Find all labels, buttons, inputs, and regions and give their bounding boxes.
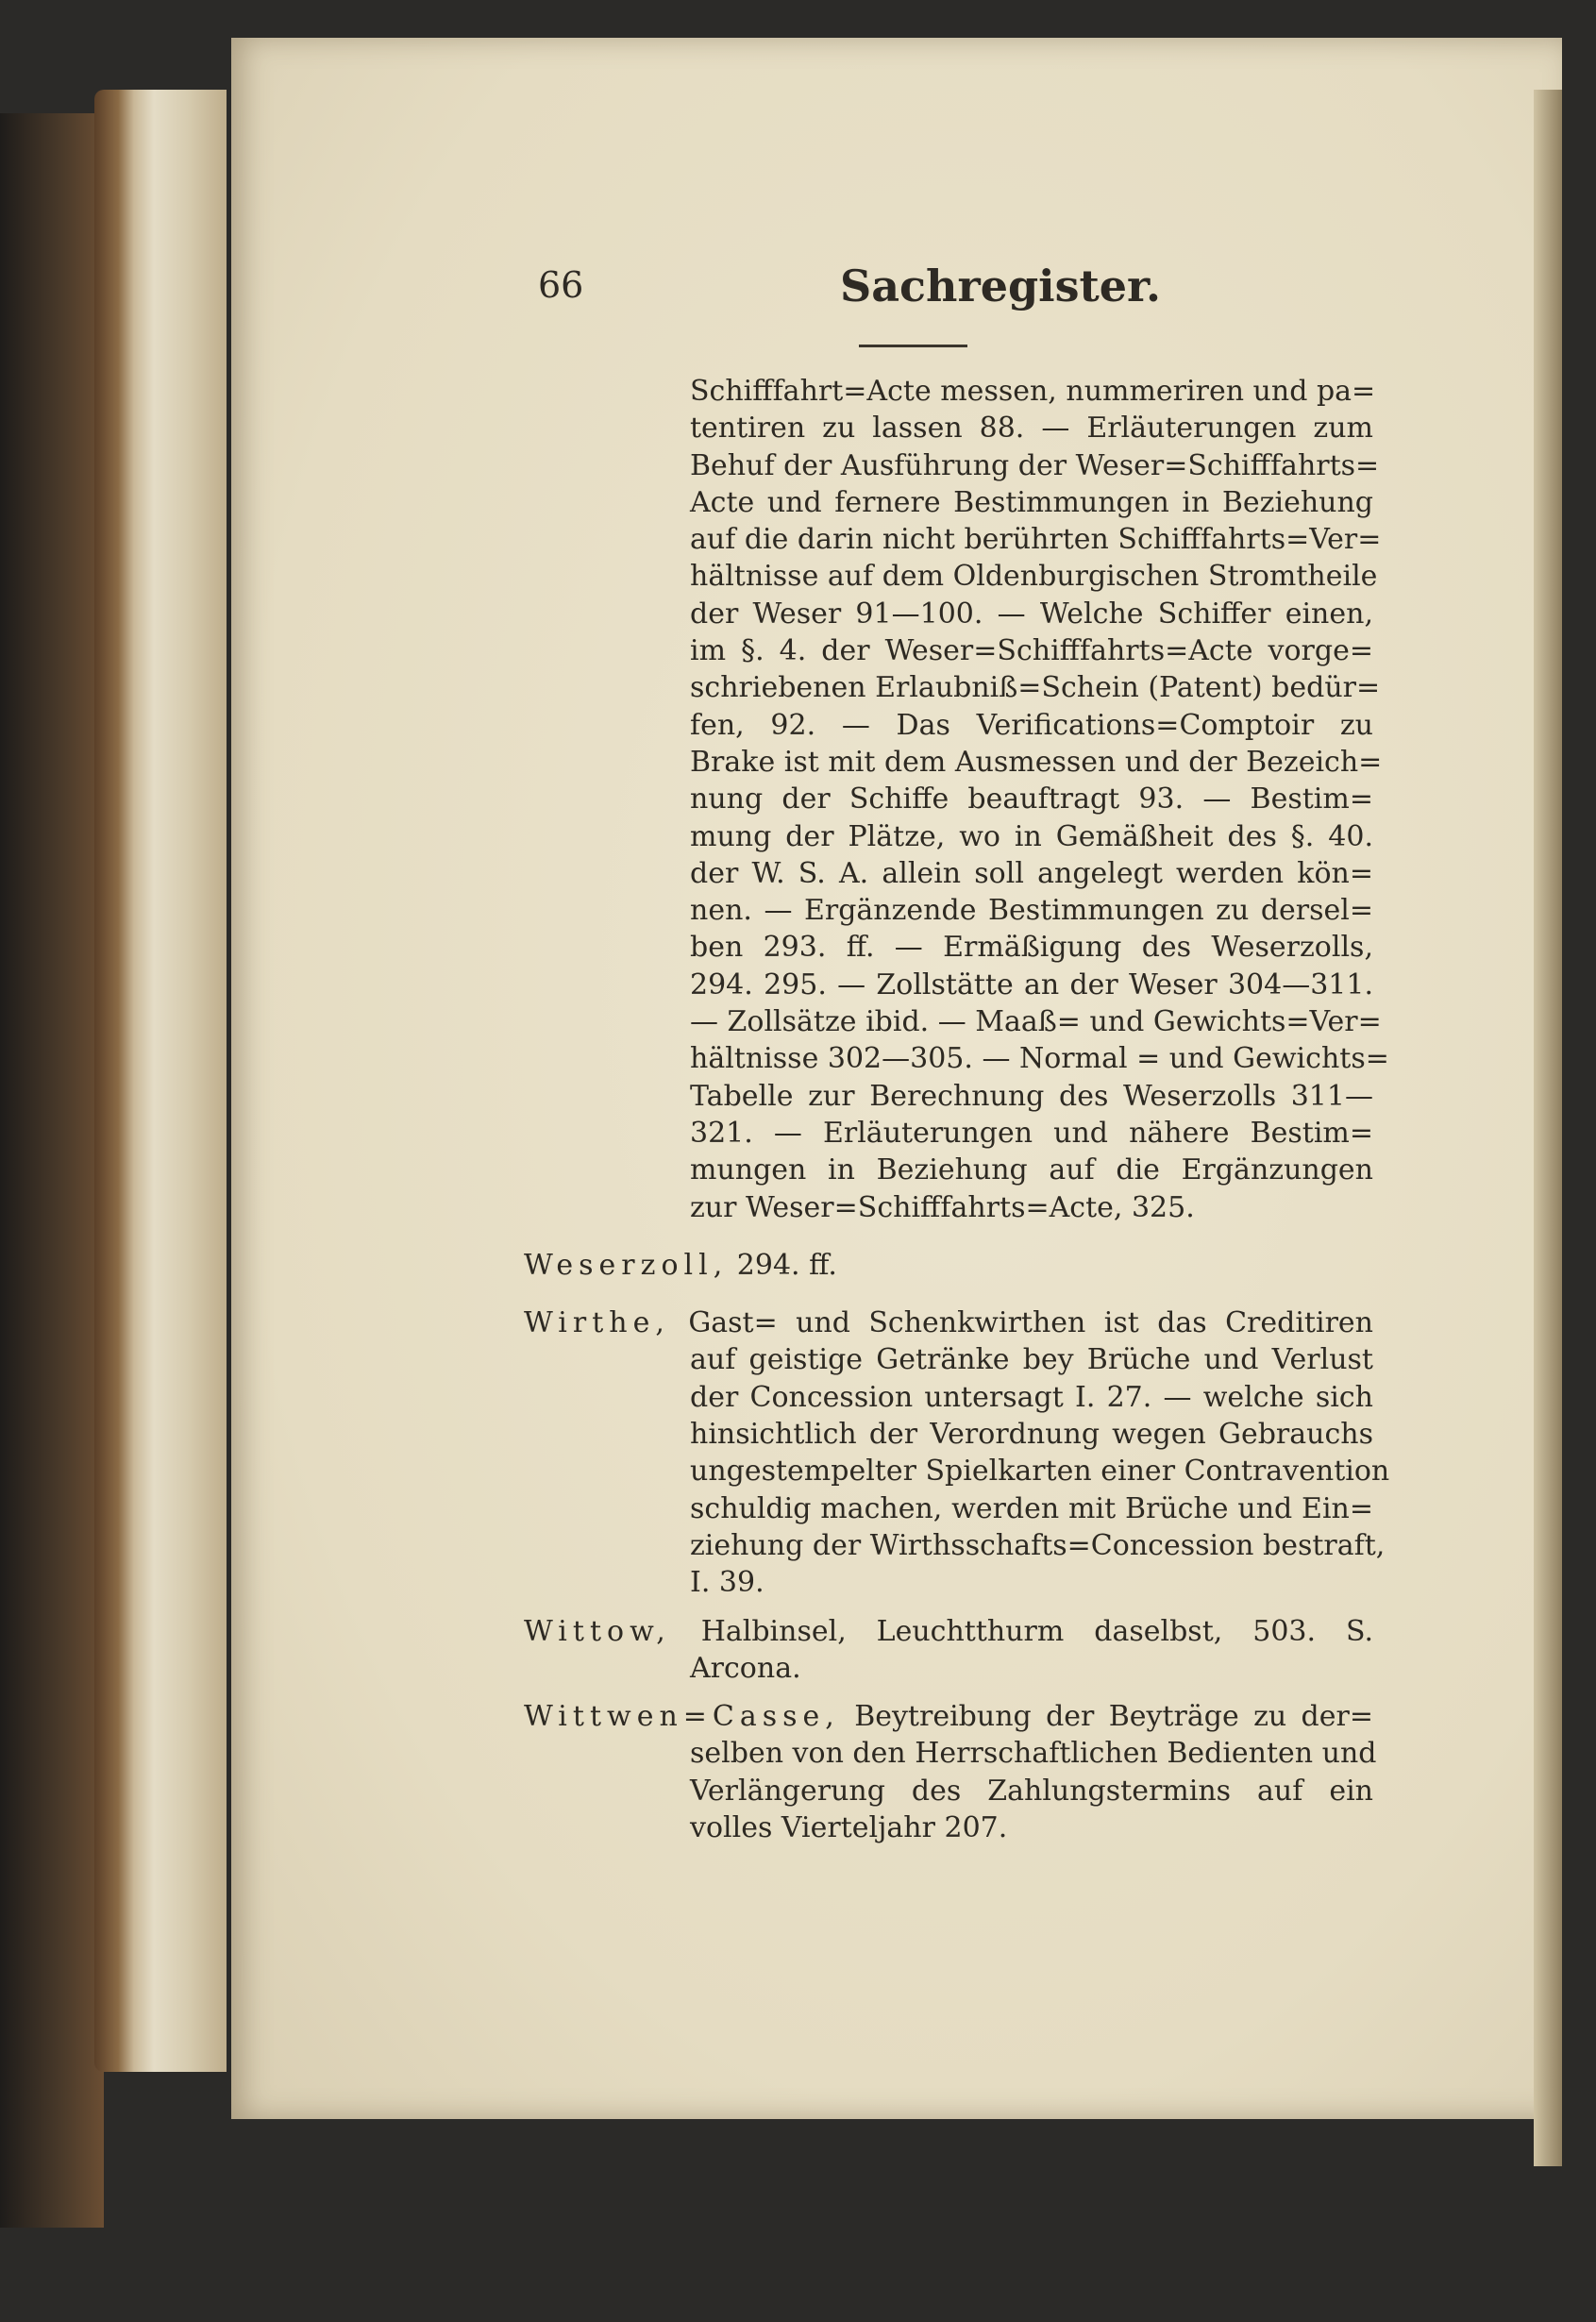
entry-line: der Concession untersagt I. 27. — welche sich (690, 1380, 1373, 1414)
entry-headword: Weserzoll, (524, 1248, 729, 1282)
heading-rule (859, 345, 967, 347)
entry-line: 294. 295. — Zollstätte an der Weser 304—311. (690, 968, 1373, 1001)
entry-line: schuldig machen, werden mit Brüche und Ein= (690, 1491, 1373, 1525)
entry-line: auf die darin nicht berührten Schifffahrts=Ver= (690, 523, 1382, 557)
entry-line: mung der Plätze, wo in Gemäßheit des §. 40. (690, 819, 1373, 853)
entry-continuation (524, 373, 1389, 1226)
entry-line: auf geistige Getränke bey Brüche und Verlust (690, 1343, 1373, 1377)
entry-line: hältnisse 302—305. — Normal = und Gewichts= (690, 1042, 1389, 1076)
entry-line: ziehung der Wirthsschafts=Concession bestraft, (690, 1528, 1386, 1562)
entry-line: schriebenen Erlaubniß=Schein (Patent) bedür= (690, 671, 1381, 705)
entry-weserzoll (524, 1247, 1373, 1284)
page-number: 66 (538, 264, 584, 306)
entry-line: der Weser 91—100. — Welche Schiffer einen, (690, 597, 1373, 631)
entry-line: selben von den Herrschaftlichen Bedienten und (690, 1737, 1377, 1771)
page-stack-edge (94, 90, 227, 2072)
register-text (524, 373, 1390, 1846)
entry-headword: Wittwen=Casse, (524, 1700, 840, 1734)
entry-line: Brake ist mit dem Ausmessen und der Bezeich= (690, 745, 1383, 779)
entry-line: mungen in Beziehung auf die Ergänzungen (690, 1153, 1373, 1187)
entry-line: hältnisse auf dem Oldenburgischen Stromtheile (690, 560, 1378, 594)
page-heading: Sachregister. (840, 261, 1162, 311)
entry-wittwen-casse (524, 1698, 1377, 1846)
page-header (538, 261, 1162, 340)
entry-line: 321. — Erläuterungen und nähere Bestim= (690, 1116, 1373, 1150)
entry-line: tentiren zu lassen 88. — Erläuterungen zum (690, 412, 1373, 446)
entry-headword: Wittow, (524, 1614, 671, 1648)
entry-line: Acte und fernere Bestimmungen in Beziehung (690, 485, 1373, 519)
entry-line: nung der Schiffe beauftragt 93. — Bestim= (690, 782, 1373, 816)
entry-line: hinsichtlich der Verordnung wegen Gebrauchs (690, 1418, 1373, 1452)
entry-wirthe (524, 1304, 1390, 1601)
entry-line: Schifffahrt=Acte messen, nummeriren und pa= (690, 375, 1376, 408)
entry-line: I. 39. (690, 1566, 764, 1600)
entry-line: Arcona. (690, 1651, 801, 1685)
entry-text: Beytreibung der Beyträge zu der= (854, 1700, 1373, 1734)
entry-text: Halbinsel, Leuchtthurm daselbst, 503. S. (700, 1614, 1373, 1648)
book-spine (0, 113, 104, 2228)
entry-line: nen. — Ergänzende Bestimmungen zu dersel= (690, 894, 1373, 928)
entry-text: 294. ff. (736, 1248, 837, 1282)
entry-line: im §. 4. der Weser=Schifffahrts=Acte vorge= (690, 634, 1373, 668)
entry-text: Gast= und Schenkwirthen ist das Creditiren (688, 1306, 1373, 1340)
entry-line: Verlängerung des Zahlungstermins auf ein (690, 1774, 1373, 1808)
entry-line: Behuf der Ausführung der Weser=Schifffahrts= (690, 448, 1380, 482)
entry-line: ungestempelter Spielkarten einer Contravention (690, 1455, 1390, 1489)
entry-line: volles Vierteljahr 207. (690, 1810, 1008, 1844)
entry-line: Tabelle zur Berechnung des Weserzolls 311— (690, 1079, 1373, 1113)
entry-line: ben 293. ff. — Ermäßigung des Weserzolls, (690, 931, 1373, 965)
entry-headword: Wirthe, (524, 1306, 670, 1340)
entry-line: — Zollsätze ibid. — Maaß= und Gewichts=Ver= (690, 1005, 1382, 1039)
entry-wittow (524, 1613, 1373, 1688)
entry-line: fen, 92. — Das Verifications=Comptoir zu (690, 708, 1373, 742)
entry-line: zur Weser=Schifffahrts=Acte, 325. (690, 1190, 1195, 1224)
entry-line: der W. S. A. allein soll angelegt werden kön= (690, 856, 1373, 890)
facing-page-edge (1534, 90, 1562, 2166)
